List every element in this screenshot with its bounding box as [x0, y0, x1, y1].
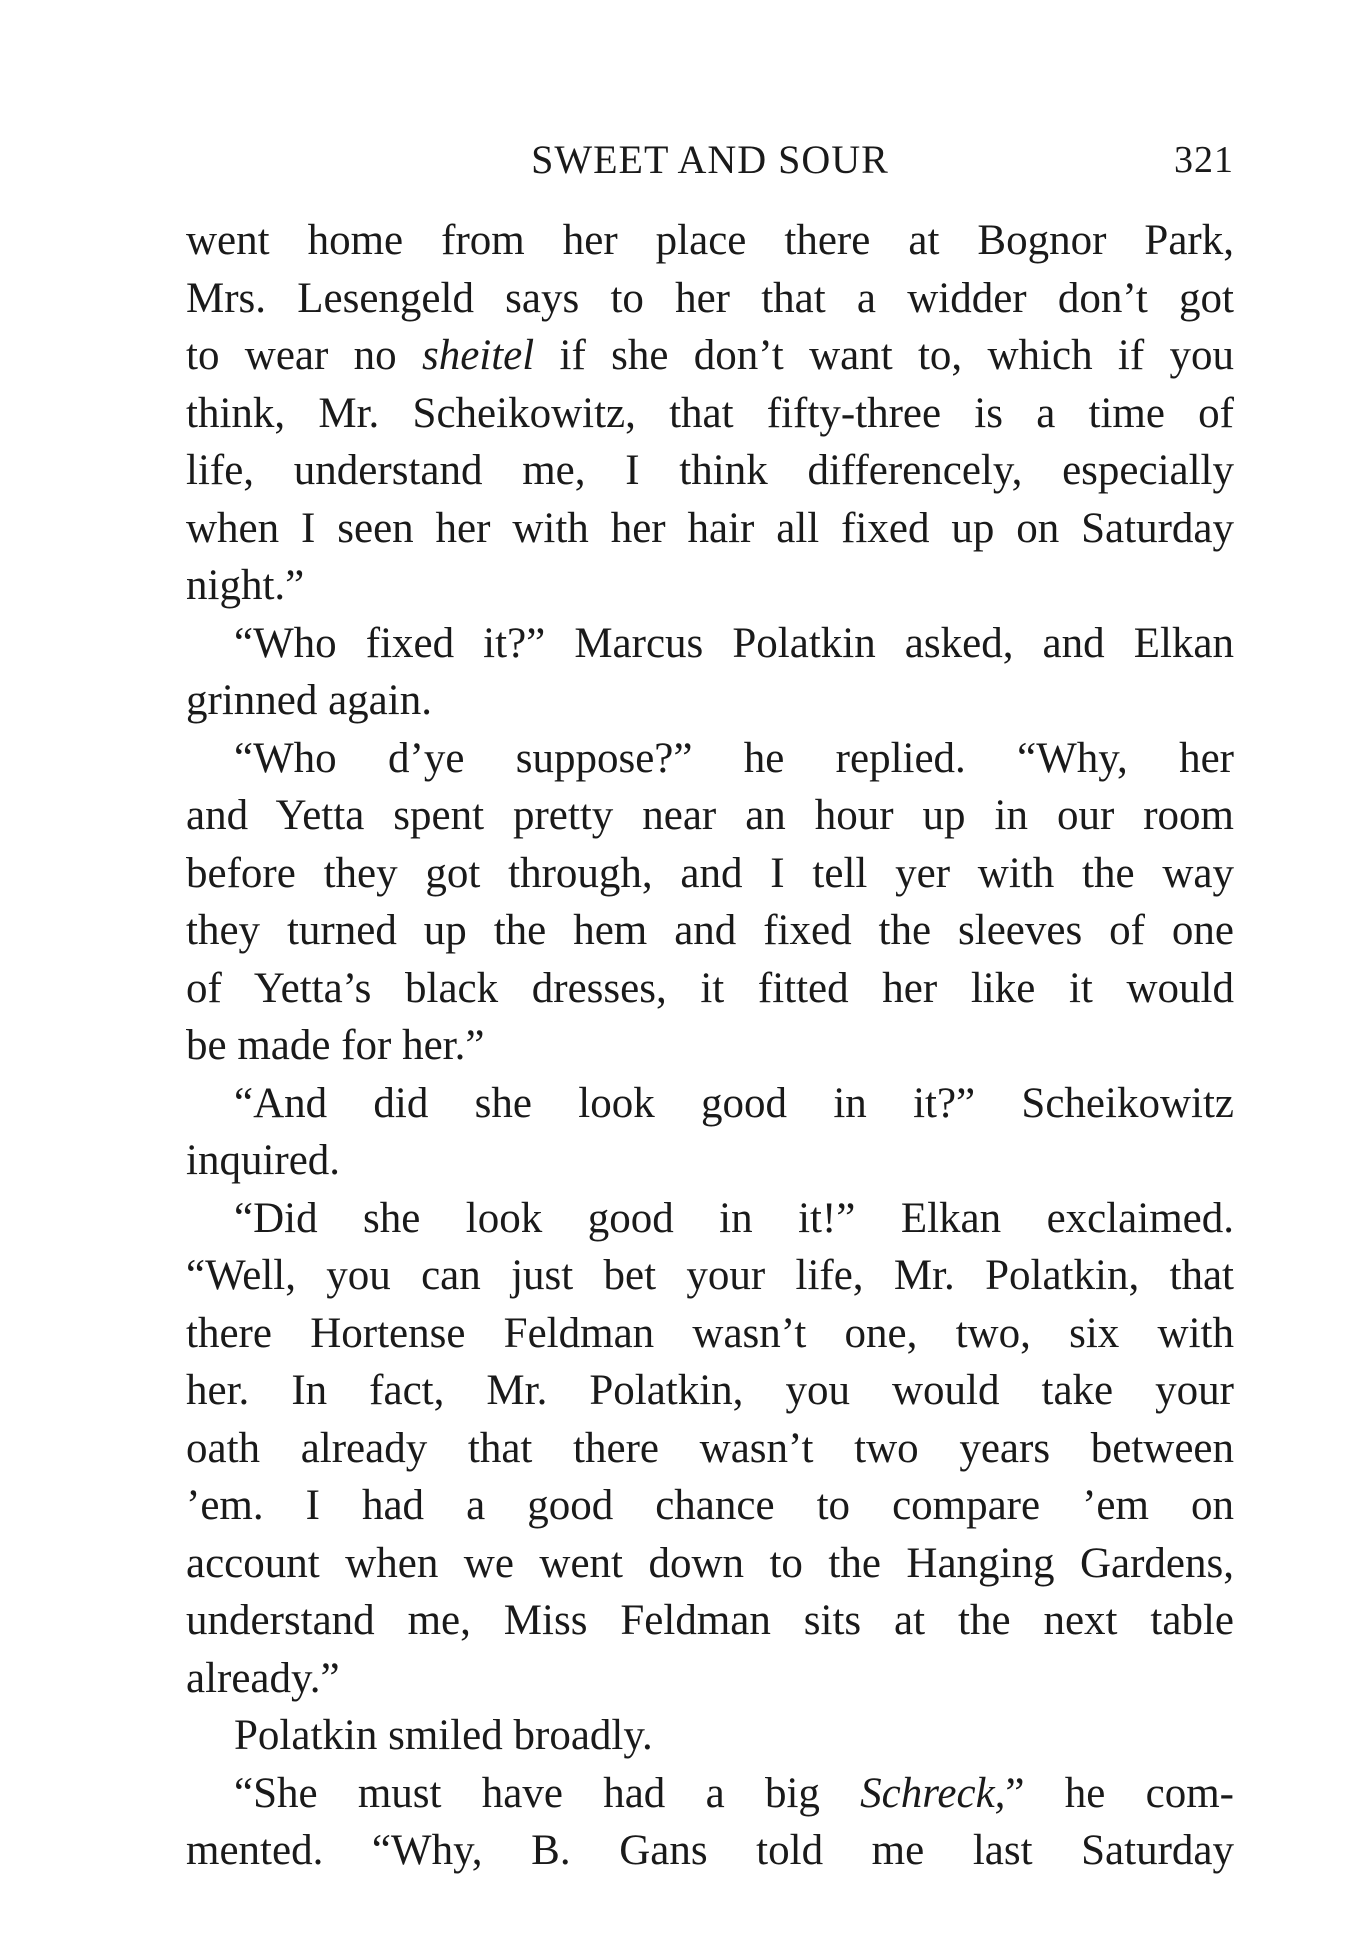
- text-line: her. In fact, Mr. Polatkin, you would take your: [186, 1367, 1234, 1414]
- text-line: ’em. I had a good chance to compare ’em on: [186, 1482, 1234, 1529]
- text-line: mented. “Why, B. Gans told me last Saturday: [186, 1827, 1234, 1874]
- text-line: grinned again.: [186, 677, 432, 724]
- text-line: “Who fixed it?” Marcus Polatkin asked, and Elkan: [234, 619, 1234, 667]
- text-segment: “She must have had a big: [234, 1769, 861, 1817]
- text-line: there Hortense Feldman wasn’t one, two, six with: [186, 1309, 1234, 1357]
- text-line: understand me, Miss Feldman sits at the next table: [186, 1597, 1234, 1644]
- running-title: SWEET AND SOUR: [531, 137, 889, 182]
- text-line: when I seen her with her hair all fixed up on Saturday: [186, 504, 1234, 552]
- text-line: “Who d’ye suppose?” he replied. “Why, her: [234, 734, 1234, 782]
- text-line: think, Mr. Scheikowitz, that fifty-three is a time of: [186, 389, 1234, 437]
- text-line: inquired.: [186, 1137, 341, 1184]
- text-line: and Yetta spent pretty near an hour up in our room: [186, 792, 1234, 839]
- text-line: life, understand me, I think differencely, especially: [186, 447, 1234, 494]
- body-text: [186, 212, 1234, 1880]
- text-line: [186, 1765, 1234, 1823]
- running-head: [186, 136, 1234, 196]
- italic-word: sheitel: [421, 332, 535, 379]
- text-line: “Well, you can just bet your life, Mr. Polatkin, that: [186, 1252, 1234, 1299]
- text-segment: to wear no: [186, 332, 422, 379]
- text-segment: ” he com-: [1005, 1769, 1234, 1817]
- text-line: of Yetta’s black dresses, it fitted her like it would: [186, 964, 1234, 1012]
- text-line: they turned up the hem and fixed the sleeves of one: [186, 907, 1234, 954]
- page-number: 321: [1174, 139, 1234, 181]
- text-line: went home from her place there at Bognor Park,: [186, 217, 1234, 264]
- text-line: account when we went down to the Hanging Gardens,: [186, 1539, 1234, 1587]
- text-line: Polatkin smiled broadly.: [234, 1712, 653, 1759]
- text-line: “Did she look good in it!” Elkan exclaimed.: [234, 1194, 1234, 1242]
- text-line: [186, 327, 1234, 385]
- text-line: night.”: [186, 562, 305, 609]
- text-line: “And did she look good in it?” Scheikowitz: [234, 1079, 1234, 1127]
- text-line: be made for her.”: [186, 1022, 485, 1069]
- text-line: oath already that there wasn’t two years between: [186, 1424, 1234, 1472]
- italic-word: Schreck,: [860, 1769, 1006, 1817]
- text-line: Mrs. Lesengeld says to her that a widder don’t got: [186, 274, 1234, 322]
- text-line: already.”: [186, 1654, 340, 1702]
- text-line: before they got through, and I tell yer with the way: [186, 849, 1234, 897]
- text-segment: if she don’t want to, which if you: [534, 332, 1234, 379]
